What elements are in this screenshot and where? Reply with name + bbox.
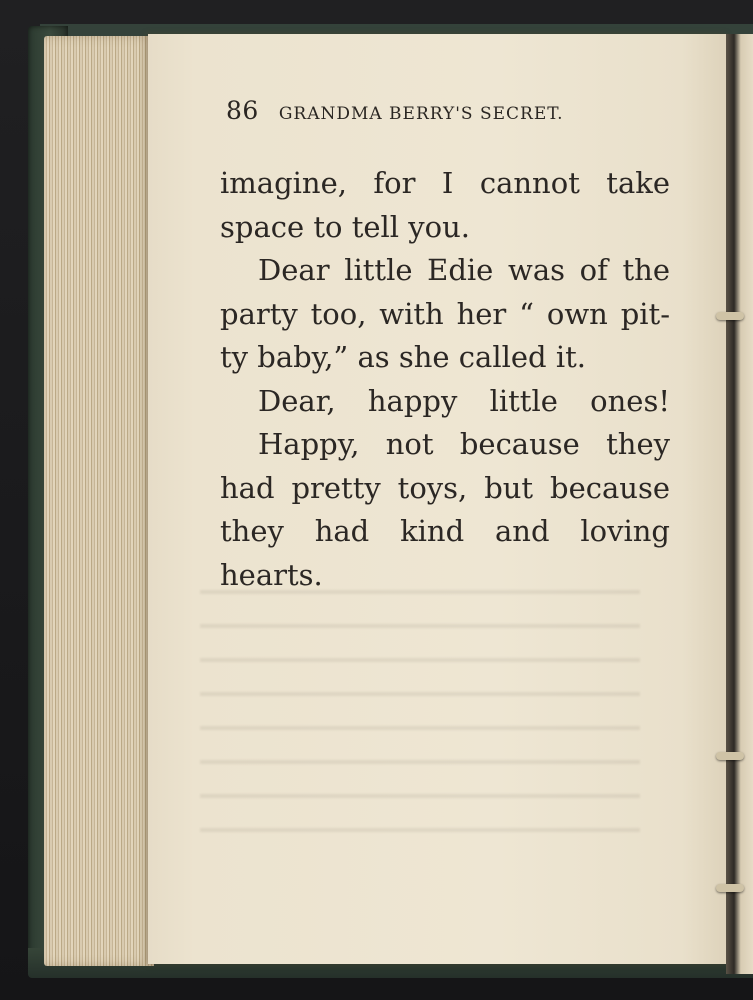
- binding-stitch: [716, 312, 744, 320]
- text-line: party too, with her “ own pit-: [220, 296, 670, 331]
- binding-stitch: [716, 752, 744, 760]
- text-line: hearts.: [220, 557, 323, 592]
- text-line: Dear, happy little ones!: [258, 383, 670, 418]
- page-stack-edge: [44, 36, 154, 966]
- show-through-text: [200, 560, 640, 840]
- paragraph: [220, 423, 670, 597]
- page-header: [226, 96, 666, 125]
- body-text: [220, 162, 670, 597]
- text-line: space to tell you.: [220, 209, 471, 244]
- text-line: had pretty toys, but because: [220, 470, 670, 505]
- paragraph: [220, 249, 670, 380]
- text-line: imagine, for I cannot take: [220, 166, 670, 200]
- binding-stitch: [716, 884, 744, 892]
- text-line: they had kind and loving: [220, 514, 670, 548]
- book-gutter: [726, 34, 753, 974]
- page-number: 86: [226, 96, 259, 125]
- paragraph: [220, 380, 670, 424]
- text-line: Dear little Edie was of the: [258, 253, 670, 287]
- text-line: ty baby,” as she called it.: [220, 340, 586, 374]
- running-head: GRANDMA BERRY'S SECRET.: [278, 104, 564, 124]
- text-line: Happy, not because they: [258, 427, 670, 461]
- paragraph: [220, 162, 670, 249]
